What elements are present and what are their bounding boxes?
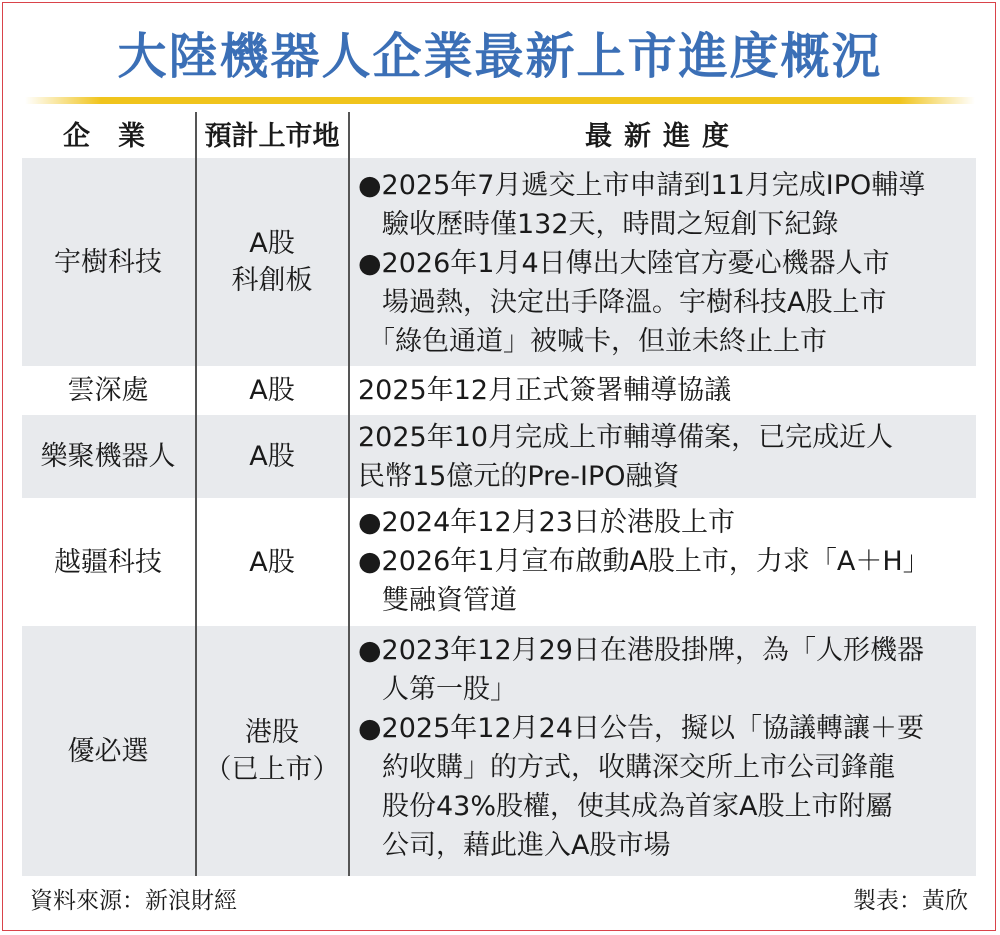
- header-progress: 最新進度: [585, 120, 741, 152]
- progress-line: 公司，藉此進入A股市場: [382, 830, 671, 861]
- progress-line: 場過熱，決定出手降溫。宇樹科技A股上市: [382, 287, 887, 318]
- progress-line: ●2026年1月宣布啟動A股上市，力求「A＋H」: [358, 546, 930, 577]
- progress-cell: [358, 503, 968, 620]
- progress-line: ●2024年12月23日於港股上市: [358, 507, 735, 538]
- listing-line: A股: [249, 546, 295, 578]
- listing-line: A股: [249, 375, 295, 406]
- progress-line: 「綠色通道」被喊卡，但並未終止上市: [368, 326, 827, 357]
- progress-cell: [358, 631, 968, 865]
- column-divider: [348, 112, 350, 876]
- listing-cell: [196, 500, 348, 624]
- table-row: [22, 368, 976, 413]
- page-title: 大陸機器人企業最新上市進度概況: [117, 28, 883, 85]
- author-note: 製表：黃欣: [853, 887, 968, 914]
- company-cell: 樂聚機器人: [40, 441, 176, 472]
- company-cell: 越疆科技: [54, 546, 162, 578]
- table-row: [22, 415, 976, 498]
- progress-cell: [358, 371, 968, 410]
- listing-line: A股: [249, 441, 295, 472]
- progress-cell: [358, 418, 968, 496]
- progress-line: 民幣15億元的Pre-IPO融資: [358, 461, 680, 492]
- company-cell: 宇樹科技: [54, 246, 162, 278]
- progress-line: ●2025年7月遞交上市申請到11月完成IPO輔導: [358, 170, 926, 201]
- listing-cell: [196, 158, 348, 366]
- company-cell: 優必選: [67, 735, 149, 767]
- table-row: [22, 626, 976, 876]
- table-row: [22, 500, 976, 624]
- table-row: [22, 158, 976, 366]
- progress-cell: [358, 166, 968, 361]
- title-underline: [25, 97, 975, 104]
- progress-line: 股份43%股權，使其成為首家A股上市附屬: [382, 791, 893, 822]
- column-divider: [195, 112, 197, 876]
- progress-line: 雙融資管道: [382, 585, 517, 616]
- progress-line: 約收購」的方式，收購深交所上市公司鋒龍: [382, 752, 895, 783]
- listing-line: A股: [249, 228, 295, 259]
- progress-line: ●2026年1月4日傳出大陸官方憂心機器人市: [358, 248, 890, 279]
- progress-line: 人第一股」: [382, 674, 517, 705]
- progress-line: 2025年10月完成上市輔導備案，已完成近人: [358, 422, 894, 453]
- progress-line: 驗收歷時僅132天，時間之短創下紀錄: [382, 209, 839, 240]
- progress-line: ●2023年12月29日在港股掛牌，為「人形機器: [358, 635, 924, 666]
- listing-cell: [196, 415, 348, 498]
- listing-cell: [196, 626, 348, 876]
- progress-line: 2025年12月正式簽署輔導協議: [358, 375, 732, 406]
- listing-line: （已上市）: [204, 754, 340, 785]
- listing-line: 港股: [245, 717, 299, 748]
- progress-line: ●2025年12月24日公告，擬以「協議轉讓＋要: [358, 713, 924, 744]
- listing-line: 科創板: [231, 265, 313, 296]
- header-listing: 預計上市地: [204, 120, 340, 152]
- listing-cell: [196, 368, 348, 413]
- header-company: 企業: [63, 120, 173, 152]
- source-note: 資料來源：新浪財經: [30, 887, 237, 914]
- company-cell: 雲深處: [67, 375, 149, 406]
